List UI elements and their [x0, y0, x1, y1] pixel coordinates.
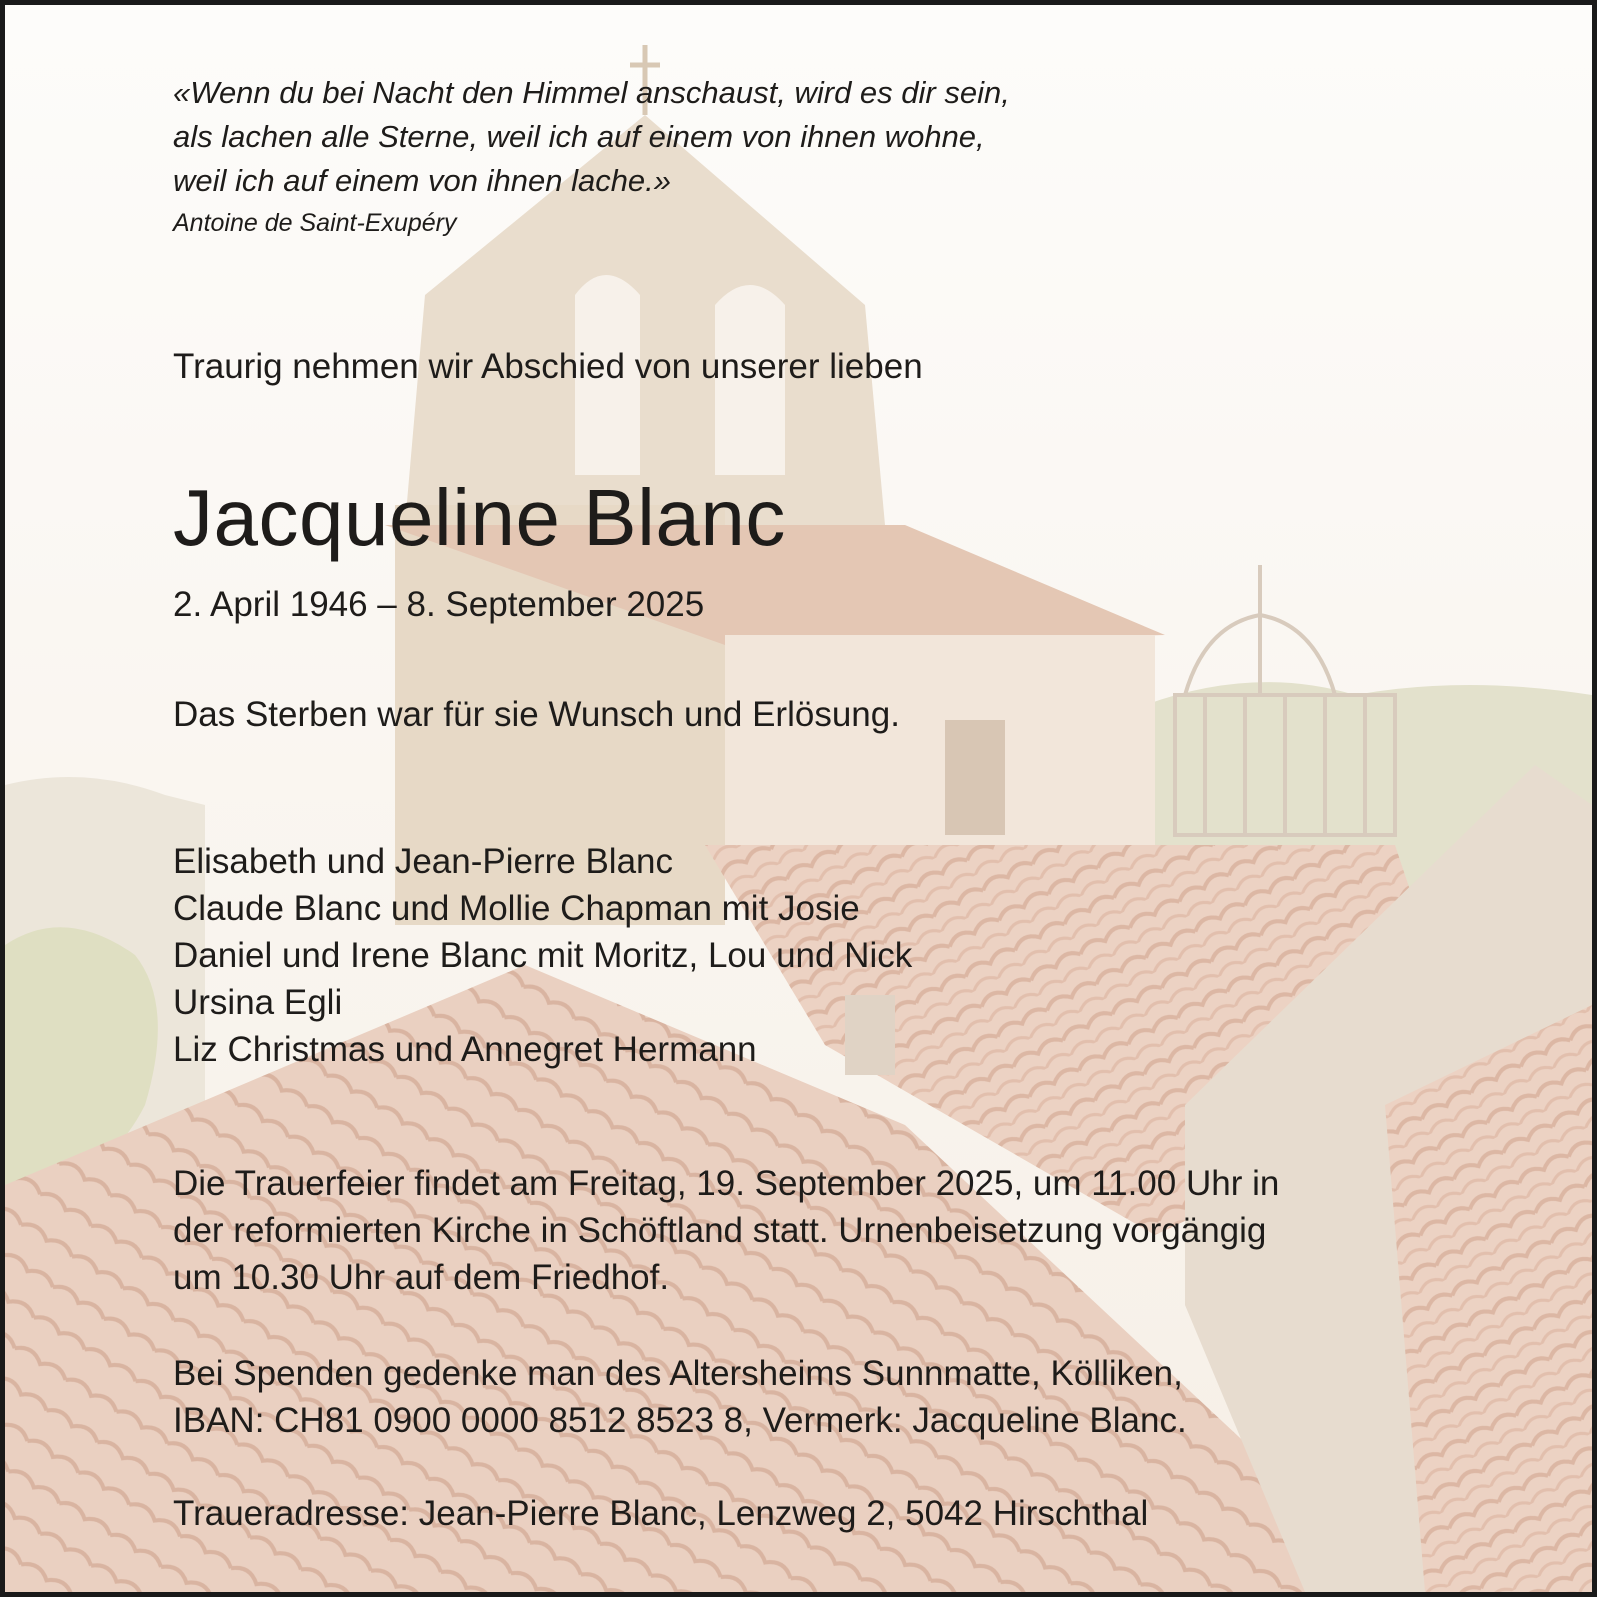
mourning-address: Traueradresse: Jean-Pierre Blanc, Lenzweg 2, 5042 Hirschthal — [173, 1494, 1149, 1533]
life-dates: 2. April 1946 – 8. September 2025 — [173, 585, 705, 624]
ceremony-line: der reformierten Kirche in Schöftland statt. Urnenbeisetzung vorgängig — [173, 1211, 1267, 1250]
ceremony-line: Die Trauerfeier findet am Freitag, 19. September 2025, um 11.00 Uhr in — [173, 1164, 1280, 1203]
donation-line: Bei Spenden gedenke man des Altersheims Sunnmatte, Kölliken, — [173, 1354, 1183, 1393]
mourner-entry: Claude Blanc und Mollie Chapman mit Josie — [173, 889, 860, 928]
motto-text: Das Sterben war für sie Wunsch und Erlösung. — [173, 695, 900, 734]
mourner-entry: Ursina Egli — [173, 983, 343, 1022]
epigraph-quote — [173, 71, 1223, 241]
intro-text: Traurig nehmen wir Abschied von unserer lieben — [173, 347, 923, 386]
quote-author: Antoine de Saint-Exupéry — [173, 209, 457, 237]
deceased-name: Jacqueline Blanc — [173, 473, 786, 562]
mourners-list — [173, 838, 912, 1073]
quote-line: «Wenn du bei Nacht den Himmel anschaust, wird es dir sein, — [173, 75, 1010, 110]
donation-info — [173, 1350, 1443, 1444]
mourner-entry: Liz Christmas und Annegret Hermann — [173, 1030, 757, 1069]
donation-line: IBAN: CH81 0900 0000 8512 8523 8, Vermerk: Jacqueline Blanc. — [173, 1401, 1187, 1440]
ceremony-info — [173, 1160, 1443, 1301]
ceremony-line: um 10.30 Uhr auf dem Friedhof. — [173, 1258, 670, 1297]
quote-line: weil ich auf einem von ihnen lache.» — [173, 163, 672, 198]
mourner-entry: Elisabeth und Jean-Pierre Blanc — [173, 842, 674, 881]
mourner-entry: Daniel und Irene Blanc mit Moritz, Lou und Nick — [173, 936, 913, 975]
quote-line: als lachen alle Sterne, weil ich auf einem von ihnen wohne, — [173, 119, 985, 154]
